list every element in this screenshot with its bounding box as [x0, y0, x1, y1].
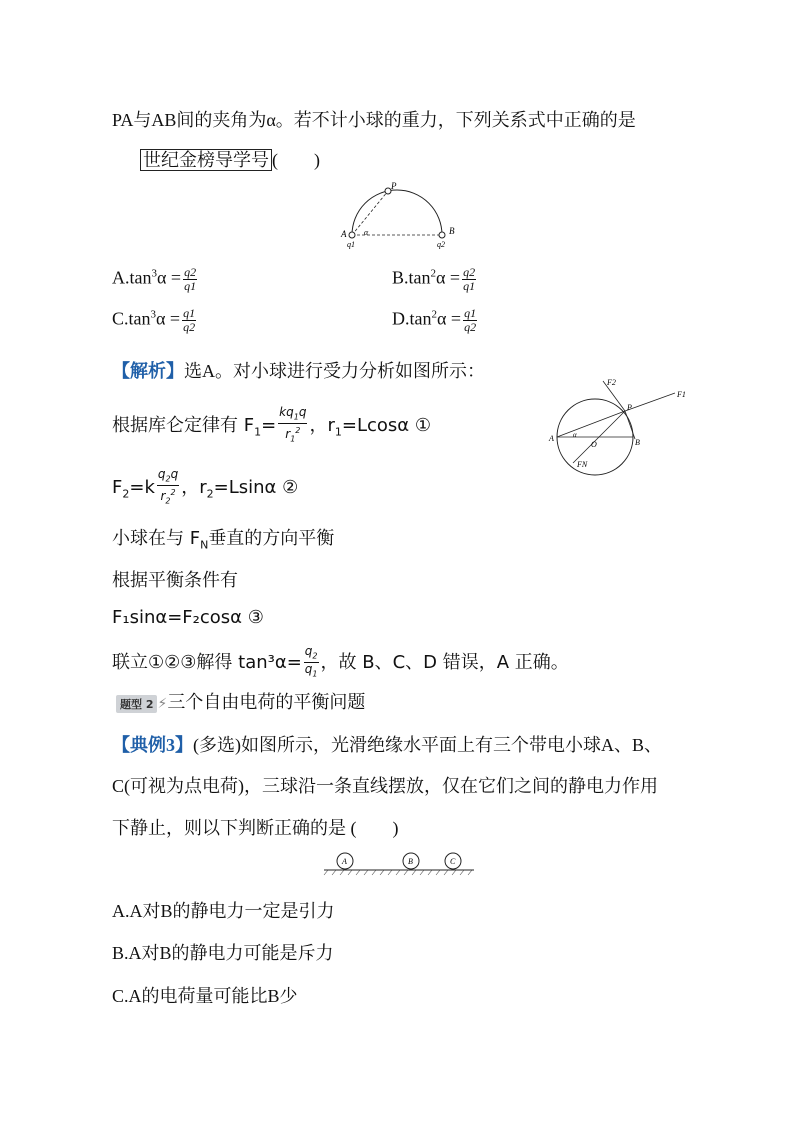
option-c[interactable]: [112, 307, 198, 334]
label-q1: q1: [347, 240, 355, 249]
option-b-label: B.tan: [392, 267, 431, 288]
line2-tail: =Lsinα ②: [213, 476, 299, 498]
option-d[interactable]: [392, 307, 479, 334]
option-c-power: 3: [150, 308, 156, 321]
solution-line-2: $F_2=k$ $\frac{q_2q}{r_2^2}$ ，$r_2=Lsin\alpha$ ②: [112, 467, 299, 506]
solution-line-3: 小球在与 $F_N$垂直的方向平衡: [112, 528, 335, 552]
line3-tail: 垂直的方向平衡: [208, 528, 335, 549]
ball-b-label: B: [408, 857, 413, 866]
label-p2: P: [627, 403, 632, 412]
option-c-var: α =: [156, 308, 181, 329]
option-b[interactable]: [392, 266, 478, 293]
lightning-icon: ⚡: [157, 696, 168, 712]
line3-prefix: 小球在与 F: [112, 528, 201, 549]
ball-a-label: A: [342, 857, 347, 866]
f1-arrow: [625, 393, 675, 411]
option-b-var: α =: [436, 267, 461, 288]
line1-suffix: ，r: [309, 414, 335, 436]
option-c-label: C.tan: [112, 308, 151, 329]
solution-line-4: 根据平衡条件有: [112, 570, 238, 591]
semicircle-figure: [335, 180, 465, 250]
option-c-frac: [182, 307, 196, 334]
ref-box: 世纪金榜导学号: [140, 149, 272, 171]
option-b-num: q2: [463, 265, 476, 279]
line6-suffix: ，故 B、C、D 错误，A 正确。: [320, 651, 569, 673]
charge-a: [349, 232, 355, 238]
option-d-var: α =: [437, 308, 462, 329]
q3-stem-3: 下静止，则以下判断正确的是 ( ): [112, 818, 399, 838]
section-title: 三个自由电荷的平衡问题: [167, 692, 366, 712]
line2-prefix: F: [112, 476, 123, 498]
label-fn: FN: [577, 460, 588, 469]
solution-intro: 选A。对小球进行受力分析如图所示：: [184, 361, 485, 381]
option-a-var: α =: [157, 267, 182, 288]
label-f1: F1: [677, 390, 686, 399]
solution-line-1: 根据库仑定律有 $F_1=$ $\frac{kq_1q}{r_1^2}$ ，$r_1=Lcos\alpha$ ①: [112, 405, 431, 444]
option-a[interactable]: [112, 266, 199, 293]
option-c-num: q1: [183, 306, 196, 320]
option-b-power: 2: [430, 267, 436, 280]
q3-stem-2: C(可视为点电荷)，三球沿一条直线摆放，仅在它们之间的静电力作用: [112, 776, 658, 796]
three-balls-figure: [322, 848, 477, 878]
option-c-den: q2: [183, 320, 196, 334]
q3-option-c[interactable]: C.A的电荷量可能比B少: [112, 986, 298, 1006]
option-b-frac: [462, 266, 476, 293]
force-diagram: [545, 375, 685, 480]
q3-tag: 【典例3】: [112, 735, 193, 755]
option-b-den: q1: [463, 279, 476, 293]
answer-paren: ( ): [272, 150, 320, 170]
option-d-frac: [463, 307, 477, 334]
line2-suffix: ，r: [181, 476, 207, 498]
label-a: A: [341, 229, 347, 239]
section-header: [116, 688, 365, 714]
ball-c-label: C: [450, 857, 456, 866]
label-alpha: α: [364, 228, 369, 237]
q3-stem-1: [112, 731, 662, 757]
label-b2: B: [635, 438, 640, 447]
line1-tail: =Lcosα ①: [341, 414, 431, 436]
option-d-den: q2: [464, 320, 477, 334]
result-frac: $\frac{q_2}{q_1}$: [304, 644, 318, 679]
tangent-line: [625, 411, 635, 439]
q2-ref-line: [140, 146, 320, 172]
option-d-label: D.tan: [392, 308, 432, 329]
q3-line1: (多选)如图所示，光滑绝缘水平面上有三个带电小球A、B、: [193, 735, 662, 755]
charge-b: [439, 232, 445, 238]
option-a-den: q1: [184, 279, 197, 293]
solution-tag: 【解析】: [112, 361, 184, 381]
label-p: P: [391, 181, 397, 191]
option-d-num: q1: [464, 306, 477, 320]
label-a2: A: [549, 434, 554, 443]
solution-line-5: F₁sinα=F₂cosα ③: [112, 607, 264, 628]
ground-hatching: [324, 870, 472, 875]
option-a-label: A.tan: [112, 267, 152, 288]
q3-option-a[interactable]: A.A对B的静电力一定是引力: [112, 901, 335, 921]
q3-option-b[interactable]: B.A对B的静电力可能是斥力: [112, 943, 334, 963]
label-b: B: [449, 226, 455, 236]
option-d-power: 2: [431, 308, 437, 321]
solution-line-6: [112, 645, 569, 681]
line1-prefix: 根据库仑定律有 F: [112, 414, 255, 436]
label-f2: F2: [607, 378, 616, 387]
label-alpha2: α: [573, 431, 577, 439]
label-q2: q2: [437, 240, 445, 249]
option-a-frac: [183, 266, 197, 293]
solution-intro-line: [112, 357, 485, 383]
option-a-num: q2: [184, 265, 197, 279]
q2-stem: PA与AB间的夹角为α。若不计小球的重力，下列关系式中正确的是: [112, 110, 636, 130]
label-o: O: [591, 440, 597, 449]
line-a-p: [557, 411, 625, 437]
coulomb-frac-1: $\frac{kq_1q}{r_1^2}$: [279, 405, 307, 444]
line6-prefix: 联立①②③解得 tan³α=: [112, 651, 302, 673]
coulomb-frac-2: $\frac{q_2q}{r_2^2}$: [157, 467, 179, 506]
section-tag: 题型 2: [116, 695, 157, 713]
option-a-power: 3: [151, 267, 157, 280]
